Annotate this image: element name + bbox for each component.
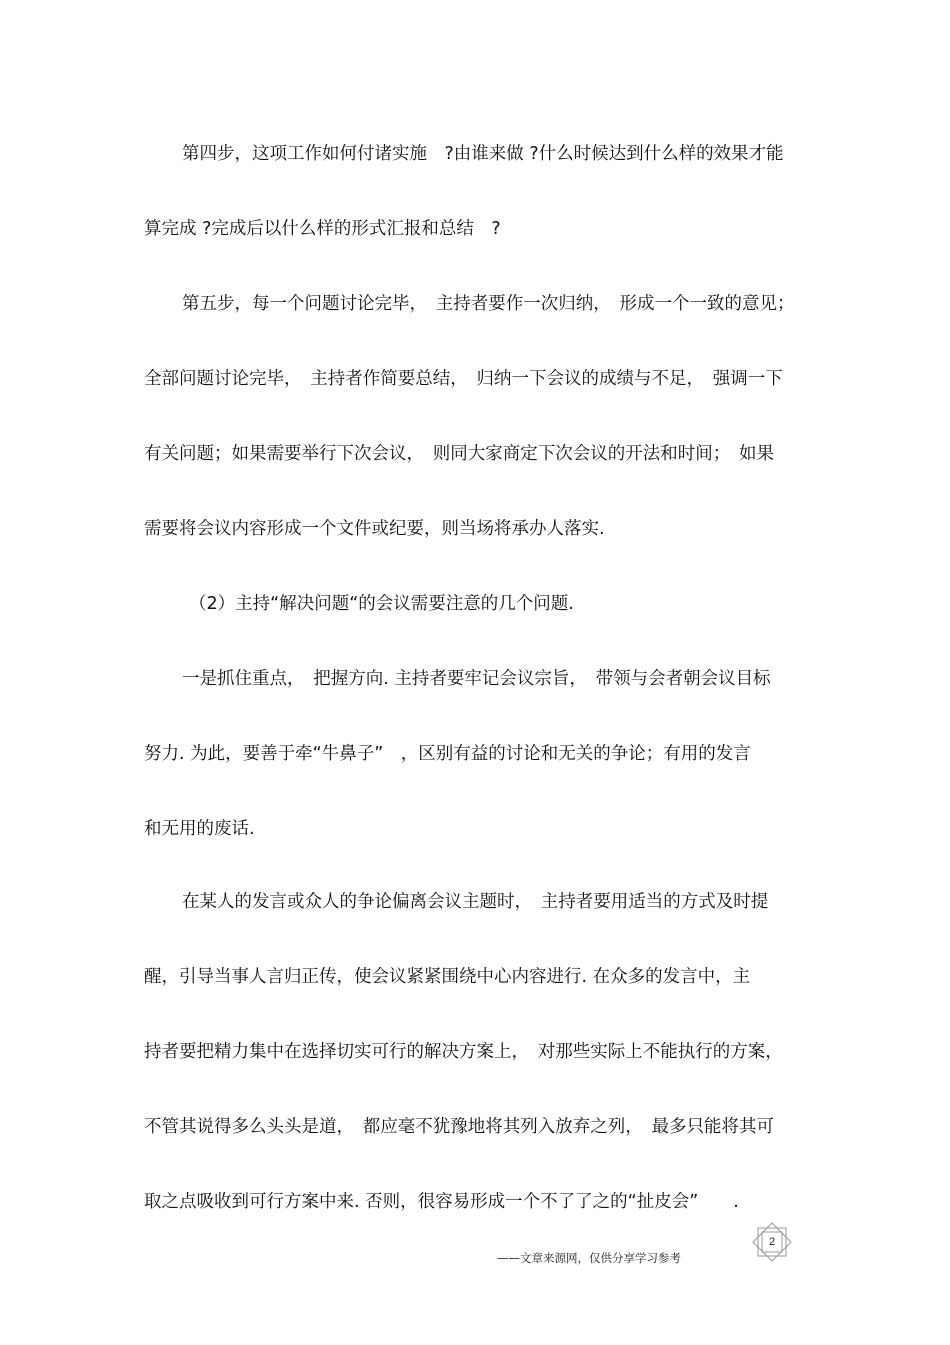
paragraph-line: 和无用的废话.: [144, 819, 255, 839]
paragraph-line: 算完成 ?完成后以什么样的形式汇报和总结 ?: [144, 219, 501, 239]
section-heading: （2）主持“解决问题“的会议需要注意的几个问题.: [189, 594, 574, 614]
paragraph-line: 持者要把精力集中在选择切实可行的解决方案上， 对那些实际上不能执行的方案，: [144, 1042, 783, 1062]
paragraph-line: 第五步，每一个问题讨论完毕， 主持者要作一次归纳， 形成一个一致的意见；: [182, 294, 795, 314]
footer-source-note: ——文章来源网，仅供分享学习参考: [497, 1251, 681, 1265]
paragraph-line: 需要将会议内容形成一个文件或纪要，则当场将承办人落实.: [144, 519, 605, 539]
paragraph-line: 第四步，这项工作如何付诸实施 ?由谁来做 ?什么时候达到什么样的效果才能: [182, 144, 784, 164]
paragraph-line: 有关问题；如果需要举行下次会议， 则同大家商定下次会议的开法和时间； 如果: [144, 444, 774, 464]
paragraph-line: 一是抓住重点， 把握方向. 主持者要牢记会议宗旨， 带领与会者朝会议目标: [182, 669, 771, 689]
paragraph-line: 取之点吸收到可行方案中来. 否则，很容易形成一个不了了之的“扯皮会” .: [144, 1192, 739, 1212]
paragraph-line: 在某人的发言或众人的争论偏离会议主题时， 主持者要用适当的方式及时提: [182, 892, 769, 912]
paragraph-line: 醒，引导当事人言归正传，使会议紧紧围绕中心内容进行. 在众多的发言中，主: [144, 967, 751, 987]
paragraph-line: 全部问题讨论完毕， 主持者作简要总结， 归纳一下会议的成绩与不足， 强调一下: [144, 369, 783, 389]
paragraph-line: 不管其说得多么头头是道， 都应毫不犹豫地将其列入放弃之列， 最多只能将其可: [144, 1117, 774, 1137]
page-number: 2: [768, 1236, 776, 1248]
paragraph-line: 努力. 为此，要善于牵“牛鼻子” ，区别有益的讨论和无关的争论；有用的发言: [144, 744, 751, 764]
page-number-badge: [748, 1222, 796, 1262]
